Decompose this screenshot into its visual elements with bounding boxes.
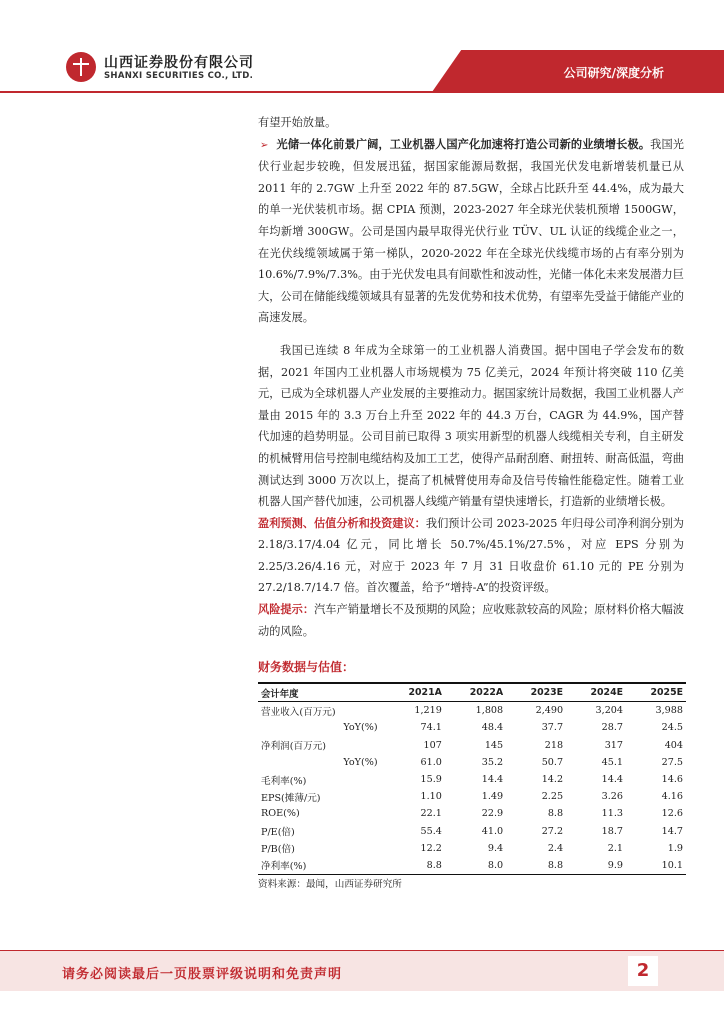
table-cell: 净利润(百万元) — [261, 741, 327, 753]
bullet-arrow-icon: ➢ — [260, 139, 269, 151]
table-header-cell: 2021A — [384, 683, 445, 702]
table-cell: 3,988 — [655, 705, 683, 717]
table-header-cell: 2023E — [506, 683, 566, 702]
table-cell: 营业收入(百万元) — [261, 706, 336, 718]
table-cell: YoY(%) — [343, 722, 378, 734]
paragraph-forecast — [258, 513, 684, 599]
paragraph-body: 我国光伏行业起步较晚，但发展迅猛，据国家能源局数据，我国光伏发电新增装机量已从 2011 年的 2.7GW 上升至 2022 年的 87.5GW，全球占比跃升至 44.4%，成为最大的单一光伏装机市场。据 CPIA 预测，2023-2027 年全球光伏装机预增 1500GW，年均新增 300GW。公司是国内最早取得光伏行业 TÜV、UL 认证的线缆企业之一，在光伏线缆领域属于第一梯队，2020-2022 年在全球光伏线缆市场的占有率分别为 10.6%/7.9%/7.3%。由于光伏发电具有间歇性和波动性，光储一体化未来发展潜力巨大，公司在储能线缆领域具有显著的先发优势和技术优势，有望率先受益于储能产业的高速发展。 — [258, 137, 684, 325]
page-header — [0, 0, 724, 92]
table-cell: 28.7 — [601, 722, 624, 734]
table-row — [258, 737, 686, 754]
table-cell: 9.9 — [566, 857, 626, 875]
table-cell: EPS(摊薄/元) — [261, 792, 321, 804]
table-row — [258, 840, 686, 857]
table-cell: 14.7 — [661, 825, 683, 837]
table-cell: 11.3 — [601, 808, 624, 820]
table-cell: 27.5 — [661, 756, 683, 768]
table-cell: 218 — [544, 739, 564, 751]
table-cell: 净利率(%) — [258, 857, 384, 875]
table-cell: 18.7 — [601, 825, 624, 837]
table-cell: 50.7 — [541, 756, 564, 768]
header-divider — [0, 91, 724, 93]
table-cell: 404 — [664, 739, 683, 751]
table-cell: 8.8 — [547, 808, 564, 820]
paragraph-continuation: 有望开始放量。 — [258, 116, 337, 129]
table-cell: 61.0 — [420, 756, 442, 768]
table-cell: 15.9 — [420, 774, 442, 786]
table-cell: 1.49 — [481, 791, 504, 803]
paragraph-heading: 光储一体化前景广阔，工业机器人国产化加速将打造公司新的业绩增长极。 — [276, 137, 651, 151]
table-cell: 10.1 — [626, 857, 686, 875]
table-cell: 8.8 — [384, 857, 445, 875]
table-cell: ROE(%) — [261, 808, 300, 820]
table-cell: 35.2 — [481, 756, 504, 768]
report-type: 公司研究/深度分析 — [563, 66, 664, 80]
table-cell: 317 — [604, 739, 624, 751]
table-row — [258, 754, 686, 771]
page-number: 2 — [628, 956, 658, 986]
table-row — [258, 702, 686, 720]
paragraph-solar-storage — [258, 134, 684, 329]
table-header-cell: 2024E — [566, 683, 626, 702]
table-cell: 1,808 — [475, 705, 504, 717]
risk-label: 风险提示： — [258, 603, 315, 617]
company-logo-icon — [66, 52, 96, 82]
table-cell: 8.0 — [445, 857, 506, 875]
table-row — [258, 788, 686, 805]
table-cell: 9.4 — [487, 842, 504, 854]
table-cell: 22.9 — [481, 808, 504, 820]
table-cell: 37.7 — [541, 722, 564, 734]
paragraph-risk — [258, 599, 684, 642]
table-cell: 14.6 — [661, 774, 683, 786]
table-cell: P/E(倍) — [261, 827, 295, 839]
table-cell: 55.4 — [420, 825, 442, 837]
risk-body: 汽车产销量增长不及预期的风险；应收账款较高的风险；原材料价格大幅波动的风险。 — [258, 603, 684, 638]
table-header-cell: 2022A — [445, 683, 506, 702]
table-cell: 41.0 — [481, 825, 504, 837]
forecast-body: 我们预计公司 2023-2025 年归母公司净利润分别为 2.18/3.17/4.04 亿元，同比增长 50.7%/45.1%/27.5%，对应 EPS 分别为 2.25/3.26/4.16 元，对应于 2023 年 7 月 31 日收盘价 61.10 元的 PE 分别为 27.2/18.7/14.7 倍。首次覆盖，给予“增持-A”的投资评级。 — [258, 516, 684, 595]
table-row — [258, 805, 686, 822]
table-cell: 4.16 — [661, 791, 683, 803]
table-source: 资料来源：最闻，山西证券研究所 — [258, 879, 402, 890]
table-cell: 24.5 — [661, 722, 683, 734]
table-cell: P/B(倍) — [261, 844, 295, 856]
table-title: 财务数据与估值： — [258, 660, 355, 674]
table-row — [258, 823, 686, 840]
table-row — [258, 857, 686, 875]
table-header-cell: 会计年度 — [258, 683, 384, 702]
table-cell: 22.1 — [420, 808, 442, 820]
company-name-en: SHANXI SECURITIES CO., LTD. — [104, 71, 254, 81]
table-cell: 2.1 — [607, 842, 624, 854]
table-row — [258, 771, 686, 788]
table-cell: 145 — [484, 739, 504, 751]
table-cell: 107 — [423, 739, 442, 751]
table-cell: 14.2 — [541, 774, 564, 786]
table-cell: 毛利率(%) — [261, 775, 307, 787]
company-name-cn: 山西证券股份有限公司 — [104, 55, 254, 71]
forecast-label: 盈利预测、估值分析和投资建议： — [258, 516, 426, 530]
table-cell: 3,204 — [595, 705, 624, 717]
table-header-row — [258, 683, 686, 702]
table-cell: 14.4 — [601, 774, 624, 786]
table-cell: 45.1 — [601, 756, 624, 768]
table-cell: 1.10 — [420, 791, 442, 803]
footer-disclaimer: 请务必阅读最后一页股票评级说明和免责声明 — [62, 967, 343, 982]
table-cell: 2.4 — [547, 842, 564, 854]
table-header-cell: 2025E — [626, 683, 686, 702]
table-cell: 48.4 — [481, 722, 504, 734]
table-cell: 12.6 — [661, 808, 683, 820]
table-cell: 74.1 — [420, 722, 442, 734]
paragraph-robot: 我国已连续 8 年成为全球第一的工业机器人消费国。据中国电子学会发布的数据，2021 年国内工业机器人市场规模为 75 亿美元，2024 年预计将突破 110 亿美元，已成为全球机器人产业发展的主要推动力。据国家统计局数据，我国工业机器人产量由 2015 年的 3.3 万台上升至 2022 年的 44.3 万台，CAGR 为 44.9%，国产替代加速的趋势明显。公司目前已取得 3 项实用新型的机器人线缆相关专利，自主研发的机械臂用信号控制电缆结构及加工工艺，使得产品耐刮磨、耐扭转、耐高低温，弯曲测试达到 3000 万次以上，提高了机械臂使用寿命及信号传输性能稳定性。随着工业机器人国产替代加速，公司机器人线缆产销量有望快速增长，打造新的业绩增长极。 — [258, 343, 684, 509]
table-cell: 1,219 — [414, 705, 442, 717]
financial-table — [258, 682, 686, 875]
table-cell: YoY(%) — [343, 756, 378, 768]
table-cell: 2,490 — [535, 705, 564, 717]
main-content — [258, 112, 684, 642]
table-row — [258, 719, 686, 736]
table-cell: 12.2 — [420, 842, 442, 854]
table-cell: 1.9 — [667, 842, 683, 854]
table-cell: 27.2 — [541, 825, 564, 837]
table-cell: 8.8 — [506, 857, 566, 875]
table-cell: 2.25 — [541, 791, 564, 803]
table-cell: 14.4 — [481, 774, 504, 786]
table-cell: 3.26 — [601, 791, 624, 803]
